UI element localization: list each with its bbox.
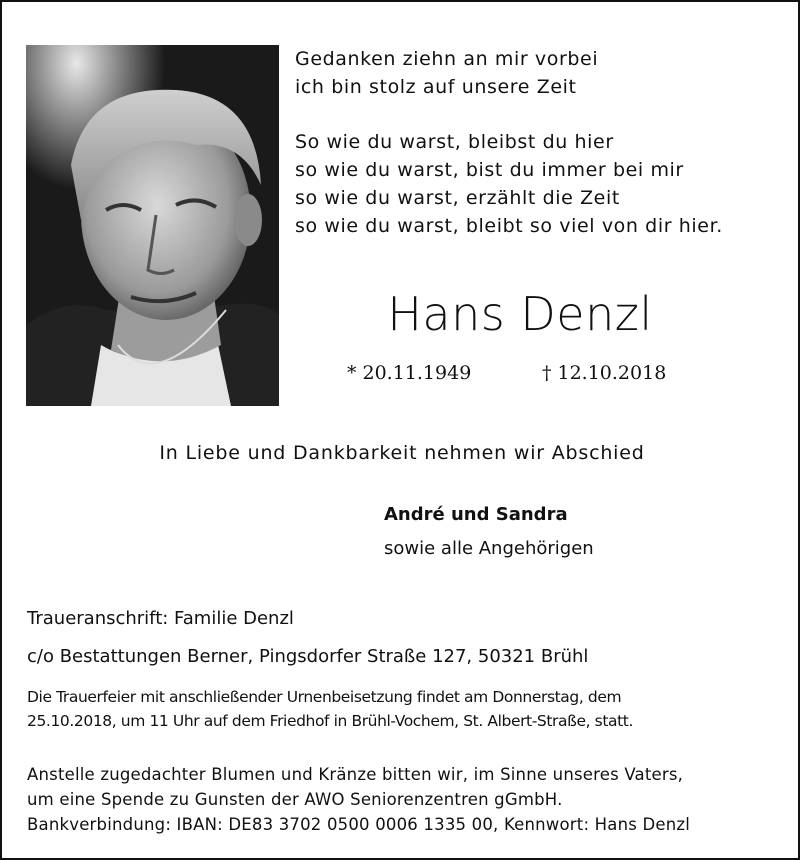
poem-line: Gedanken ziehn an mir vorbei [295, 48, 599, 70]
donation-info [27, 762, 787, 837]
donation-line: Bankverbindung: IBAN: DE83 3702 0500 0006 1335 00, Kennwort: Hans Denzl [27, 815, 691, 834]
poem-line: so wie du warst, erzählt die Zeit [295, 187, 620, 209]
death-cross-icon: † [542, 362, 552, 384]
mourning-address [27, 600, 588, 676]
ceremony-info [27, 685, 779, 733]
farewell-text: In Liebe und Dankbarkeit nehmen wir Abschied [159, 442, 645, 464]
donation-line: Anstelle zugedachter Blumen und Kränze bitten wir, im Sinne unseres Vaters, [27, 765, 684, 784]
ceremony-line: Die Trauerfeier mit anschließender Urnenbeisetzung findet am Donnerstag, dem [27, 688, 622, 706]
birth-date [347, 362, 471, 384]
poem-line: So wie du warst, bleibst du hier [295, 131, 614, 153]
portrait-photo [26, 45, 279, 406]
poem-line: ich bin stolz auf unsere Zeit [295, 76, 577, 98]
poem-line: so wie du warst, bist du immer bei mir [295, 159, 684, 181]
death-date-value: 12.10.2018 [557, 362, 667, 384]
address-line-1: Traueranschrift: Familie Denzl [27, 608, 294, 629]
signers [384, 498, 594, 566]
birth-date-value: 20.11.1949 [362, 362, 472, 384]
address-line-2: c/o Bestattungen Berner, Pingsdorfer Straße 127, 50321 Brühl [27, 646, 589, 667]
death-date [542, 362, 666, 384]
deceased-name: Hans Denzl [387, 287, 653, 341]
poem-line: so wie du warst, bleibt so viel von dir hier. [295, 215, 723, 237]
poem [295, 45, 790, 240]
signers-main: André und Sandra [384, 504, 568, 525]
signers-others: sowie alle Angehörigen [384, 538, 594, 559]
donation-line: um eine Spende zu Gunsten der AWO Seniorenzentren gGmbH. [27, 790, 563, 809]
birth-star-icon: * [347, 362, 357, 384]
ceremony-line: 25.10.2018, um 11 Uhr auf dem Friedhof in Brühl-Vochem, St. Albert-Straße, statt. [27, 712, 633, 730]
